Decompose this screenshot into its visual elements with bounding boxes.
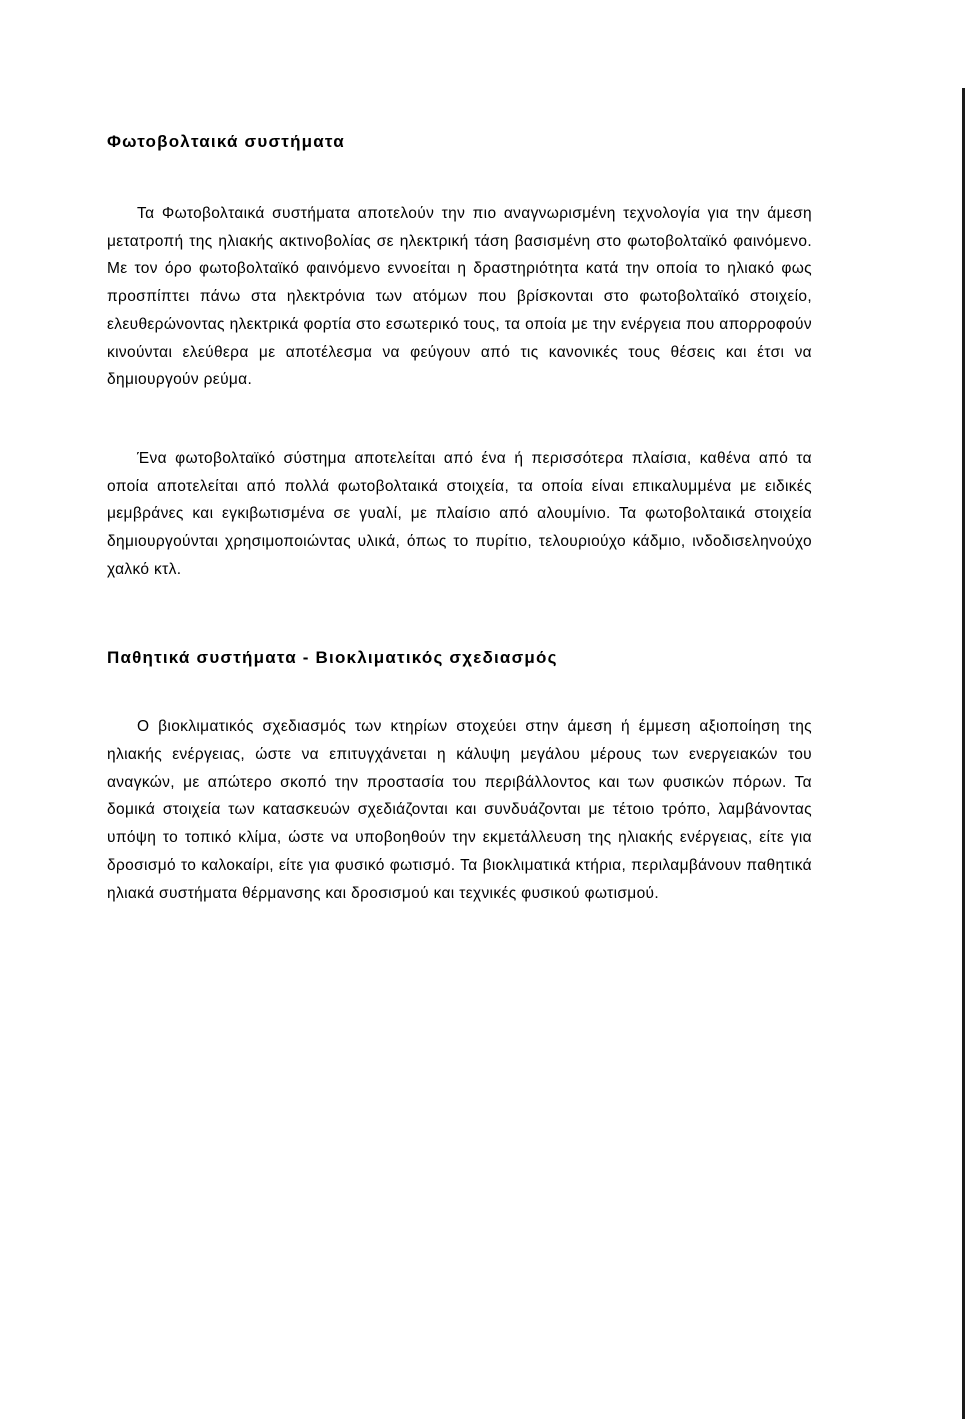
section-heading-photovoltaic: Φωτοβολταικά συστήματα — [107, 132, 345, 151]
paragraph-bioclimatic-design: Ο βιοκλιματικός σχεδιασμός των κτηρίων στοχεύει στην άμεση ή έμμεση αξιοποίηση της ηλιακής ενέργειας, ώστε να επιτυγχάνεται η κάλυψη μεγάλου μέρους των ενεργειακών του αναγκών, με απώτερο σκοπό την προστασία του περιβάλλοντος και των φυσικών πόρων. Τα δομικά στοιχεία των κατασκευών σχεδιάζονται και συνδυάζονται με τέτοιο τρόπο, λαμβάνοντας υπόψη το τοπικό κλίμα, ώστε να υποβοηθούν την εκμετάλλευση της ηλιακής ενέργειας, είτε για δροσισμό το καλοκαίρι, είτε για φυσικό φωτισμό. Τα βιοκλιματικά κτήρια, περιλαμβάνουν παθητικά ηλιακά συστήματα θέρμανσης και δροσισμού και τεχνικές φυσικού φωτισμού. — [107, 718, 812, 902]
section-heading-passive-systems: Παθητικά συστήματα - Βιοκλιματικός σχεδιασμός — [107, 648, 558, 667]
page-edge-divider — [962, 88, 965, 1419]
paragraph-photovoltaic-intro: Τα Φωτοβολταικά συστήματα αποτελούν την πιο αναγνωρισμένη τεχνολογία για την άμεση μετατροπή της ηλιακής ακτινοβολίας σε ηλεκτρική τάση βασισμένη στο φωτοβολταϊκό φαινόμενο. Με τον όρο φωτοβολταϊκό φαινόμενο εννοείται η δραστηριότητα κατά την οποία το ηλιακό φως προσπίπτει πάνω στα ηλεκτρόνια των ατόμων που βρίσκονται στο φωτοβολταϊκό στοιχείο, ελευθερώνοντας ηλεκτρικά φορτία στο εσωτερικό τους, τα οποία με την ενέργεια που απορροφούν κινούνται ελεύθερα με αποτέλεσμα να φεύγουν από τις κανονικές τους θέσεις και έτσι να δημιουργούν ρεύμα. — [107, 205, 812, 389]
paragraph-photovoltaic-system: Ένα φωτοβολταϊκό σύστημα αποτελείται από ένα ή περισσότερα πλαίσια, καθένα από τα οποία αποτελείται από πολλά φωτοβολταικά στοιχεία, τα οποία είναι επικαλυμμένα με ειδικές μεμβράνες και εγκιβωτισμένα σε γυαλί, με πλαίσιο από αλουμίνιο. Τα φωτοβολταικά στοιχεία δημιουργούνται χρησιμοποιώντας υλικά, όπως το πυρίτιο, τελουριούχο κάδμιο, ινδοδισεληνούχο χαλκό κτλ. — [107, 450, 812, 578]
